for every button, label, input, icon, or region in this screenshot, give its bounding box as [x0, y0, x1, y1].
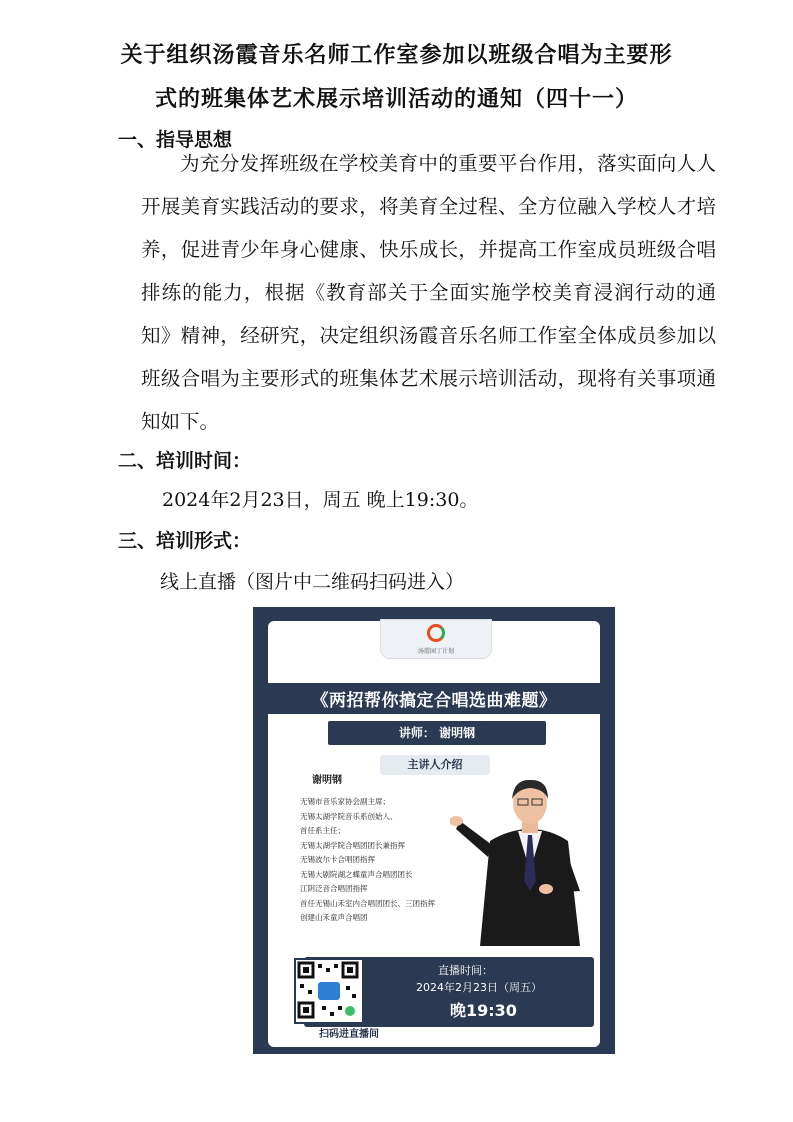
section-2-heading: 二、培训时间： — [118, 450, 252, 472]
poster-title: 《两招帮你搞定合唱选曲难题》 — [268, 683, 600, 714]
logo-icon — [427, 624, 445, 642]
bio-line: 无锡太湖学院音乐系创始人、 — [300, 811, 398, 821]
speaker-photo — [450, 771, 596, 946]
section-3-heading: 三、培训形式： — [118, 530, 252, 552]
section-2-body: 2024年2月23日，周五 晚上19:30。 — [162, 489, 479, 511]
poster-speaker-bio — [300, 795, 435, 926]
document-title-line-1: 关于组织汤霞音乐名师工作室参加以班级合唱为主要形 — [120, 43, 673, 68]
poster-speaker-name: 谢明钢 — [312, 775, 342, 786]
poster-intro-label: 主讲人介绍 — [380, 755, 490, 775]
document-title-line-2: 式的班集体艺术展示培训活动的通知（四十一） — [154, 87, 638, 112]
poster-logo-tab — [380, 619, 492, 659]
poster-card — [268, 621, 600, 1047]
live-time-label: 直播时间： — [438, 964, 493, 977]
bio-line: 江阴泛音合唱团指挥 — [300, 884, 368, 893]
bio-line: 首任无锡山禾室内合唱团团长、三团指挥 — [300, 898, 435, 908]
poster-logo-text: 汤霞园丁计划 — [417, 648, 454, 655]
live-qr-code — [294, 958, 364, 1024]
bio-line: 无锡波尔卡合唱团指挥 — [300, 855, 375, 864]
bio-line: 无锡大剧院湖之蝶童声合唱团团长 — [300, 869, 413, 879]
qr-code-label: 扫码进直播间 — [319, 1029, 379, 1040]
section-1-heading: 一、指导思想 — [118, 129, 233, 151]
poster-lecturer: 讲师： 谢明钢 — [328, 721, 546, 745]
live-date: 2024年2月23日（周五） — [416, 981, 542, 994]
bio-line: 无锡市音乐家协会副主席； — [300, 797, 390, 806]
bio-line: 无锡太湖学院合唱团团长兼指挥 — [300, 840, 405, 850]
qr-code-icon — [296, 960, 362, 1022]
live-time: 晚19:30 — [450, 1001, 517, 1020]
section-1-body: 为充分发挥班级在学校美育中的重要平台作用，落实面向人人开展美育实践活动的要求，将美育全过程、全方位融入学校人才培养，促进青少年身心健康、快乐成长，并提高工作室成员班级合唱排练的能力，根据《教育部关于全面实施学校美育浸润行动的通知》精神，经研究，决定组织汤霞音乐名师工作室全体成员参加以班级合唱为主要形式的班集体艺术展示培训活动，现将有关事项通知如下。 — [141, 152, 716, 433]
bio-line: 首任系主任； — [300, 826, 345, 835]
section-3-body: 线上直播（图片中二维码扫码进入） — [160, 571, 465, 593]
bio-line: 创建山禾童声合唱团 — [300, 913, 368, 922]
event-poster — [253, 607, 615, 1054]
